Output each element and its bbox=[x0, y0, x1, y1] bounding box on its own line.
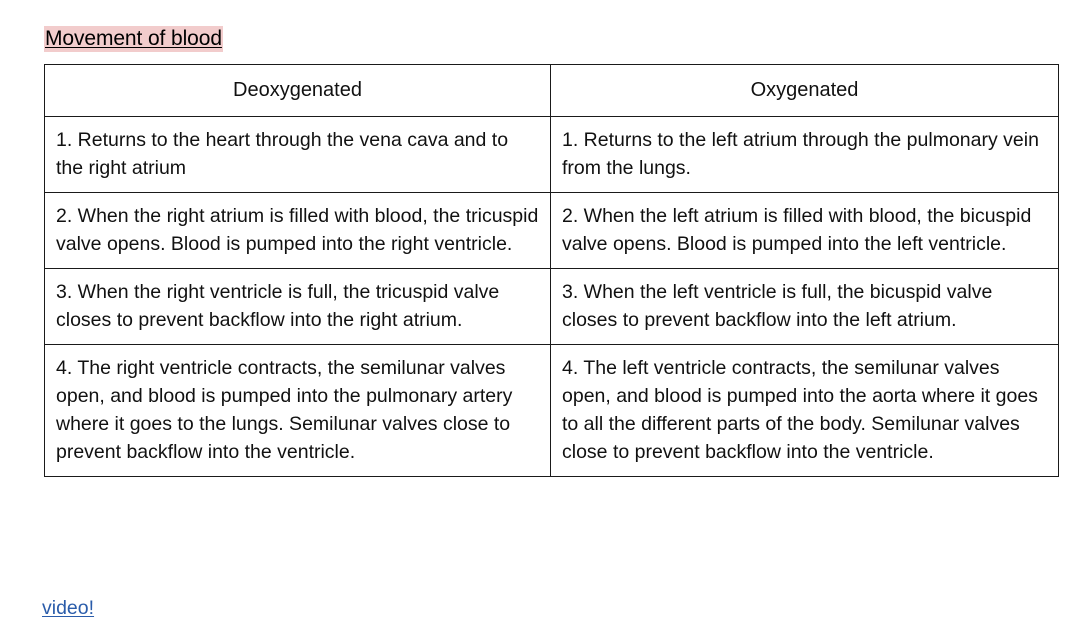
cell-oxygenated-step-4 bbox=[551, 345, 1059, 477]
cell-deoxygenated-step-2 bbox=[45, 193, 551, 269]
table-row bbox=[45, 269, 1059, 345]
table-header-row bbox=[45, 65, 1059, 117]
cell-text: 2. When the right atrium is filled with blood, the tricuspid valve opens. Blood is pumped into the right ventricle. bbox=[56, 205, 539, 255]
video-link[interactable]: video! bbox=[42, 597, 95, 619]
table-row bbox=[45, 345, 1059, 477]
cell-text: 4. The right ventricle contracts, the semilunar valves open, and blood is pumped into the pulmonary artery where it goes to the lungs. Semilunar valves close to prevent backflow into the ventricle. bbox=[56, 357, 513, 463]
cell-deoxygenated-step-1 bbox=[45, 117, 551, 193]
cell-deoxygenated-step-4 bbox=[45, 345, 551, 477]
table-header bbox=[45, 65, 1059, 117]
cell-text: 4. The left ventricle contracts, the semilunar valves open, and blood is pumped into the aorta where it goes to all the different parts of the body. Semilunar valves close to prevent backflow into the ventricle. bbox=[562, 357, 1038, 463]
cell-text: 1. Returns to the left atrium through the pulmonary vein from the lungs. bbox=[562, 129, 1039, 179]
movement-of-blood-table bbox=[44, 64, 1059, 477]
footer-container bbox=[42, 596, 94, 620]
page-title-container bbox=[44, 26, 223, 52]
table-row bbox=[45, 117, 1059, 193]
table-row bbox=[45, 193, 1059, 269]
table-body bbox=[45, 117, 1059, 477]
cell-text: 2. When the left atrium is filled with blood, the bicuspid valve opens. Blood is pumped into the left ventricle. bbox=[562, 205, 1032, 255]
cell-oxygenated-step-2 bbox=[551, 193, 1059, 269]
cell-deoxygenated-step-3 bbox=[45, 269, 551, 345]
cell-text: 1. Returns to the heart through the vena cava and to the right atrium bbox=[56, 129, 509, 179]
cell-oxygenated-step-1 bbox=[551, 117, 1059, 193]
column-header-oxygenated: Oxygenated bbox=[551, 65, 1059, 117]
column-header-deoxygenated: Deoxygenated bbox=[45, 65, 551, 117]
page-title: Movement of blood bbox=[45, 27, 222, 50]
cell-text: 3. When the right ventricle is full, the tricuspid valve closes to prevent backflow into the right atrium. bbox=[56, 281, 500, 331]
cell-text: 3. When the left ventricle is full, the bicuspid valve closes to prevent backflow into the left atrium. bbox=[562, 281, 993, 331]
cell-oxygenated-step-3 bbox=[551, 269, 1059, 345]
